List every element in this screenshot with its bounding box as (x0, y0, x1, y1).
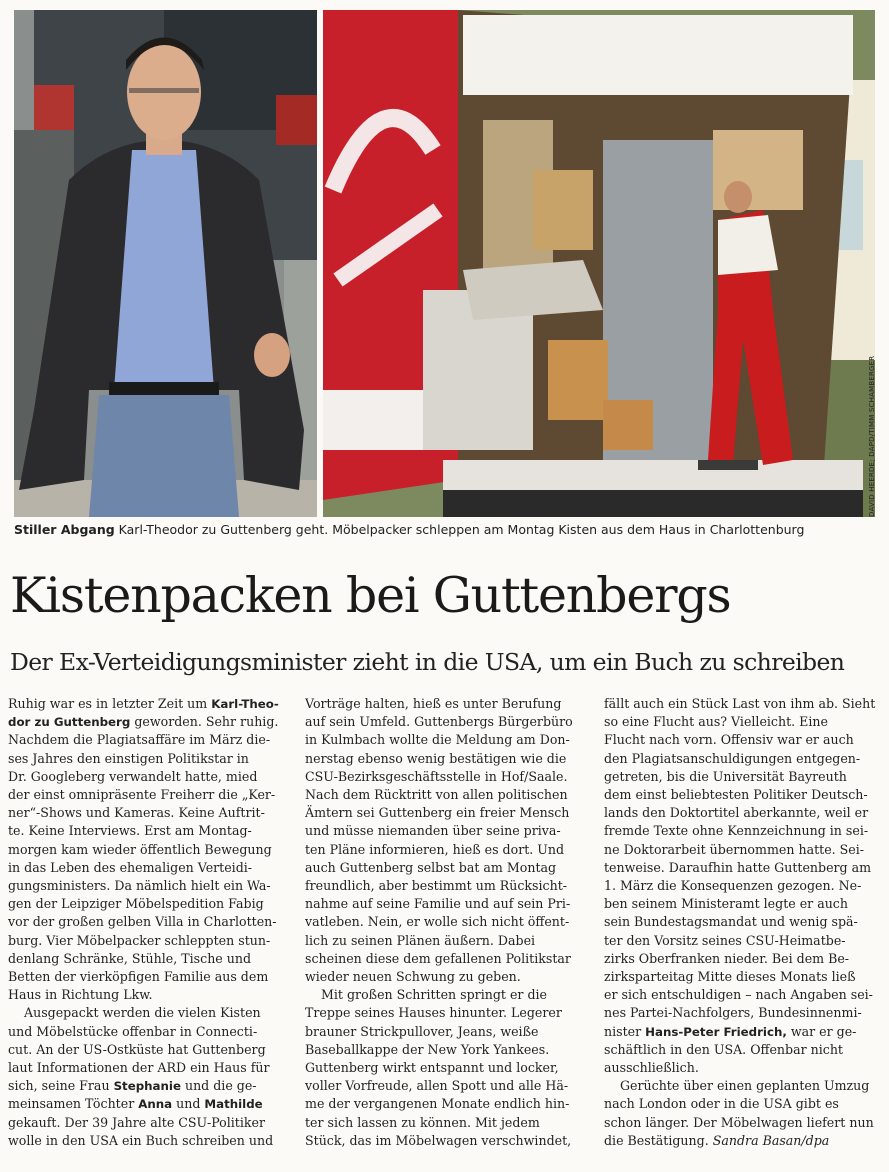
person-name: dor zu Guttenberg (8, 715, 131, 730)
text-line: vor der großen gelben Villa in Charlotten- (8, 914, 277, 930)
person-name: Karl-Theo- (211, 697, 279, 711)
text-line: und Möbelstücke offenbar in Connecti- (8, 1023, 258, 1039)
text-line: ten Pläne informieren, hieß es dort. Und (305, 841, 565, 857)
text-line: nahme auf seine Familie und auf sein Pri- (305, 896, 571, 912)
text-line (8, 1095, 285, 1113)
text-line (8, 695, 285, 713)
text-line: und müsse niemanden über seine priva- (305, 823, 561, 839)
text-line: gekauft. Der 39 Jahre alte CSU-Politiker (8, 1114, 265, 1130)
text-line: nerstag ebenso wenig bestätigen wie die (305, 750, 567, 766)
text-line: den Plagiatsanschuldigungen entgegen- (604, 750, 861, 766)
text-line: sein Bundestagsmandat und wenig spä- (604, 914, 858, 930)
text-line: Dr. Googleberg verwandelt hatte, mied (8, 768, 258, 784)
text-line: Ausgepackt werden die vielen Kisten (24, 1005, 261, 1021)
text-line: me der vergangenen Monate endlich hin- (305, 1096, 570, 1112)
person-name: Stephanie (113, 1079, 181, 1094)
caption-lead: Stiller Abgang (14, 522, 115, 537)
text-line: laut Informationen der ARD ein Haus für (8, 1060, 270, 1076)
headline: Kistenpacken bei Guttenbergs (10, 567, 731, 624)
text-line: Guttenberg wirkt entspannt und locker, (305, 1060, 559, 1076)
text-line: voller Vorfreude, allen Spott und alle Hä- (305, 1078, 569, 1094)
text-span: geworden. Sehr ruhig. (130, 714, 279, 730)
text-line: scheinen diese dem gefallenen Politikstar (305, 950, 571, 966)
text-line: brauner Strickpullover, Jeans, weiße (305, 1023, 539, 1039)
photo-guttenberg-image (14, 10, 317, 517)
text-line (604, 1132, 881, 1150)
text-line: Ämtern sei Guttenberg ein freier Mensch (305, 805, 570, 821)
text-line: auf sein Umfeld. Guttenbergs Bürgerbüro (305, 714, 573, 730)
text-line: in Kulmbach wollte die Meldung am Don- (305, 732, 570, 748)
article-column-3 (604, 695, 881, 1150)
text-line: schon länger. Der Möbelwagen liefert nun (604, 1114, 874, 1130)
text-span: war er ge- (786, 1023, 857, 1039)
person-name: Hans-Peter Friedrich, (645, 1024, 787, 1039)
text-line: ner“-Shows und Kameras. Keine Auftrit- (8, 805, 265, 821)
text-line: zirksparteitag Mitte dieses Monats ließ (604, 969, 856, 985)
text-line: ter sich lassen zu können. Mit jedem (305, 1114, 540, 1130)
photo-guttenberg (14, 10, 317, 517)
text-span: und (172, 1096, 205, 1112)
text-line: nes Partei-Nachfolgers, Bundesinnenmi- (604, 1005, 862, 1021)
text-line: burg. Vier Möbelpacker schleppten stun- (8, 932, 271, 948)
text-line: wolle in den USA ein Buch schreiben und (8, 1132, 274, 1148)
text-line: ausschließlich. (604, 1060, 699, 1076)
text-line: auch Guttenberg selbst bat am Montag (305, 859, 557, 875)
photo-moving-truck-image (323, 10, 875, 517)
text-span: meinsamen Töchter (8, 1096, 139, 1112)
text-line: cut. An der US-Ostküste hat Guttenberg (8, 1041, 266, 1057)
text-line: getreten, bis die Universität Bayreuth (604, 768, 847, 784)
text-span: und die ge- (180, 1078, 257, 1094)
text-span: nister (604, 1023, 646, 1039)
text-line (604, 1023, 881, 1041)
text-line: vatleben. Nein, er wolle sich nicht öffent- (305, 914, 570, 930)
text-line: gungsministers. Da nämlich hielt ein Wa- (8, 878, 271, 894)
text-line: ter den Vorsitz seines CSU-Heimatbe- (604, 932, 846, 948)
photo-credit: DAVID HEERDE; DAPD/TIMM SCHAMBERGER (868, 355, 876, 517)
text-line: zirks Oberfranken nieder. Bei dem Be- (604, 950, 850, 966)
text-line: wieder neuen Schwung zu geben. (305, 969, 521, 985)
text-line: dem einst beliebtesten Politiker Deutsch- (604, 787, 868, 803)
text-line: fällt auch ein Stück Last von ihm ab. Sieht (604, 696, 876, 711)
text-line: 1. März die Konsequenzen gezogen. Ne- (604, 878, 862, 894)
text-line: fremde Texte ohne Kennzeichnung in sei- (604, 823, 869, 839)
text-line: Mit großen Schritten springt er die (321, 987, 547, 1003)
text-line (8, 1077, 285, 1095)
text-line: nach London oder in die USA gibt es (604, 1096, 839, 1112)
text-line: der einst omnipräsente Freiherr die „Ker- (8, 787, 276, 803)
text-span: die Bestätigung. (604, 1132, 713, 1148)
text-line: CSU-Bezirksgeschäftsstelle in Hof/Saale. (305, 768, 568, 784)
text-line: lich zu seinen Plänen äußern. Dabei (305, 932, 536, 948)
text-span: sich, seine Frau (8, 1078, 114, 1094)
person-name: Anna (138, 1097, 173, 1112)
text-line (8, 713, 285, 731)
photo-moving-truck (323, 10, 875, 517)
caption-text: Karl-Theodor zu Guttenberg geht. Möbelpacker schleppen am Montag Kisten aus dem Haus in Charlottenburg (118, 522, 805, 537)
subheadline: Der Ex-Verteidigungsminister zieht in die USA, um ein Buch zu schreiben (10, 648, 845, 676)
text-line: er sich entschuldigen – nach Angaben sei- (604, 987, 873, 1003)
text-line: Vorträge halten, hieß es unter Berufung (305, 696, 562, 711)
author-byline: Sandra Basan/dpa (712, 1132, 830, 1148)
text-line: schäftlich in den USA. Offenbar nicht (604, 1041, 843, 1057)
text-line: Gerüchte über einen geplanten Umzug (620, 1078, 870, 1094)
text-line: ben seinem Ministeramt legte er auch (604, 896, 848, 912)
text-line: morgen kam wieder öffentlich Bewegung (8, 841, 272, 857)
text-line: te. Keine Interviews. Erst am Montag- (8, 823, 252, 839)
text-line: Flucht nach vorn. Offensiv war er auch (604, 732, 854, 748)
person-name: Mathilde (204, 1097, 263, 1112)
text-line: Nachdem die Plagiatsaffäre im März die- (8, 732, 271, 748)
text-line: denlang Schränke, Stühle, Tische und (8, 950, 252, 966)
text-line: freundlich, aber bestimmt um Rücksicht- (305, 878, 568, 894)
text-line: in das Leben des ehemaligen Verteidi- (8, 859, 253, 875)
article-column-2 (305, 695, 582, 1150)
text-line: Betten der vierköpfigen Familie aus dem (8, 969, 269, 985)
article-column-1 (8, 695, 285, 1150)
text-line: Stück, das im Möbelwagen verschwindet, (305, 1132, 572, 1148)
text-line: tenweise. Daraufhin hatte Guttenberg am (604, 859, 872, 875)
text-line: lands den Doktortitel aberkannte, weil er (604, 805, 869, 821)
text-line: Treppe seines Hauses hinunter. Legerer (305, 1005, 562, 1021)
text-line: ne Doktorarbeit übernommen hatte. Sei- (604, 841, 865, 857)
text-line: so eine Flucht aus? Vielleicht. Eine (604, 714, 828, 730)
text-line: ses Jahres den einstigen Politikstar in (8, 750, 249, 766)
text-line: Haus in Richtung Lkw. (8, 987, 153, 1003)
text-span: Ruhig war es in letzter Zeit um (8, 696, 212, 711)
text-line: Nach dem Rücktritt von allen politischen (305, 787, 568, 803)
photo-caption (14, 521, 884, 539)
text-line: Baseballkappe der New York Yankees. (305, 1041, 550, 1057)
text-line: gen der Leipziger Möbelspedition Fabig (8, 896, 264, 912)
